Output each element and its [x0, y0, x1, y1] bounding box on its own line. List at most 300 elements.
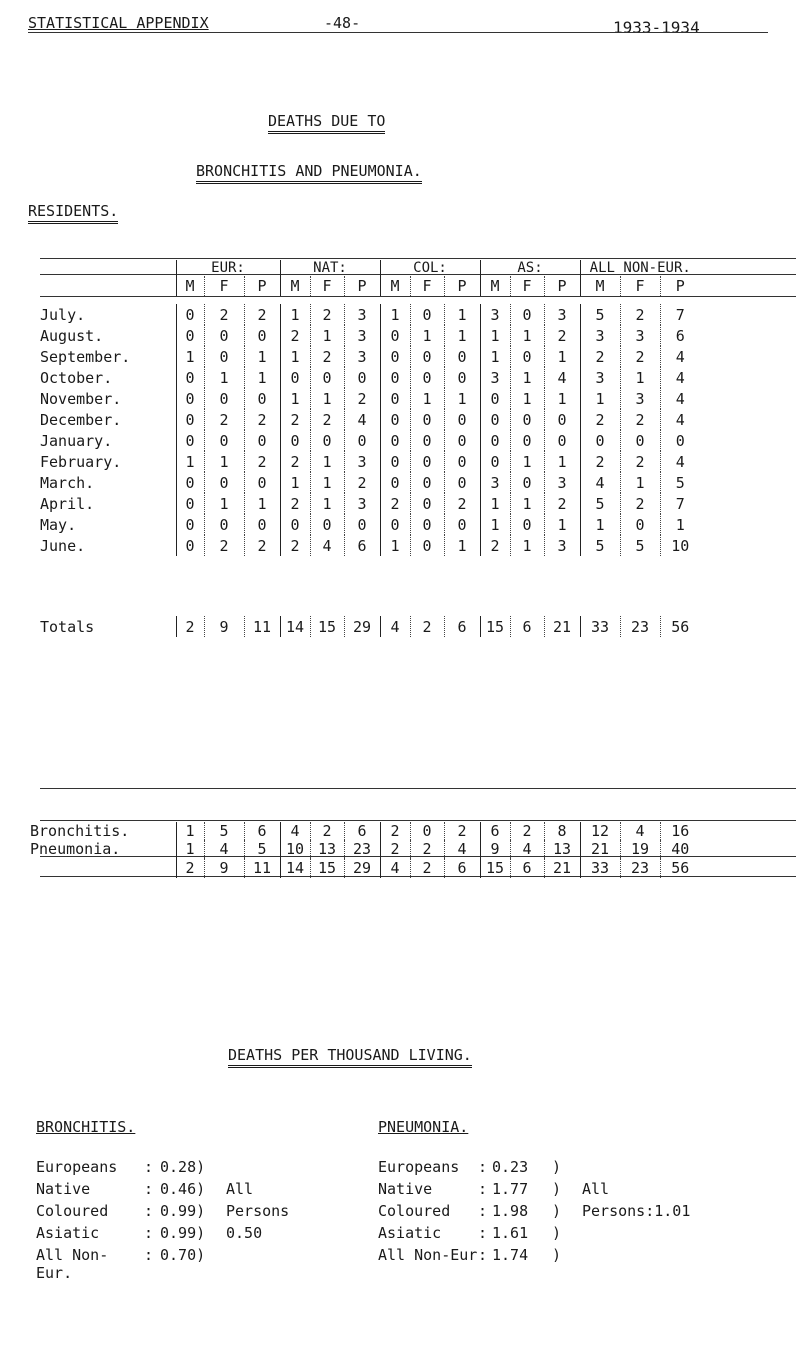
breakdown-value: 5 — [244, 840, 280, 858]
totals-value: 4 — [380, 616, 410, 637]
month-value: 0 — [410, 409, 444, 430]
subcol-header: M — [480, 276, 510, 296]
header-rule — [28, 32, 768, 33]
month-value: 0 — [280, 430, 310, 451]
month-value: 1 — [380, 304, 410, 325]
month-value: 2 — [310, 346, 344, 367]
month-value: 1 — [480, 325, 510, 346]
month-value: 1 — [510, 535, 544, 556]
pneumonia-heading: PNEUMONIA. — [378, 1118, 469, 1136]
month-value: 1 — [244, 367, 280, 388]
breakdown-value: 13 — [544, 840, 580, 858]
month-value: 2 — [620, 493, 660, 514]
month-value: 0 — [204, 388, 244, 409]
bronchitis-rate-row — [36, 1158, 289, 1180]
month-value: 0 — [204, 346, 244, 367]
month-value: 1 — [410, 325, 444, 346]
month-value: 2 — [444, 493, 480, 514]
month-value: 7 — [660, 304, 700, 325]
rate-value: 0.99) — [160, 1224, 206, 1242]
month-value: 0 — [380, 325, 410, 346]
month-value: 0 — [410, 493, 444, 514]
breakdown-value: 40 — [660, 840, 700, 858]
month-value: 0 — [344, 430, 380, 451]
rate-bracket: ) — [552, 1158, 562, 1176]
month-value: 0 — [410, 346, 444, 367]
rate-sep: : — [144, 1180, 154, 1198]
subcol-header: F — [410, 276, 444, 296]
subcol-header: P — [544, 276, 580, 296]
month-value: 1 — [310, 493, 344, 514]
month-value: 0 — [444, 346, 480, 367]
group-header: EUR: — [176, 260, 280, 276]
bronchitis-rates — [36, 1158, 289, 1282]
rates-title: DEATHS PER THOUSAND LIVING. — [228, 1046, 472, 1068]
rate-extra: Persons — [226, 1202, 290, 1220]
month-value: 2 — [204, 535, 244, 556]
month-value: 3 — [480, 304, 510, 325]
breakdown-value: 2 — [510, 822, 544, 840]
breakdown-value: 21 — [580, 840, 620, 858]
month-value: 3 — [344, 451, 380, 472]
breakdown-table — [8, 822, 700, 878]
bronchitis-rate-row — [36, 1180, 289, 1202]
subcol-header: M — [280, 276, 310, 296]
corner-cell — [8, 276, 176, 296]
totals-label: Totals — [40, 617, 95, 636]
month-value: 0 — [244, 388, 280, 409]
month-value: 0 — [544, 430, 580, 451]
breakdown-value: 6 — [244, 822, 280, 840]
breakdown-value: 14 — [280, 858, 310, 878]
month-value: 0 — [410, 367, 444, 388]
rate-extra — [218, 1246, 289, 1282]
month-value: 1 — [380, 535, 410, 556]
month-value: 5 — [660, 472, 700, 493]
month-value: 5 — [620, 535, 660, 556]
month-value: 3 — [620, 388, 660, 409]
month-value: 3 — [480, 472, 510, 493]
month-label: October. — [40, 368, 113, 387]
rate-value: 0.28) — [160, 1158, 206, 1176]
month-value: 3 — [480, 367, 510, 388]
month-value: 0 — [204, 325, 244, 346]
month-value: 0 — [380, 409, 410, 430]
month-value: 0 — [444, 367, 480, 388]
totals-value: 23 — [620, 616, 660, 637]
breakdown-value: 2 — [410, 840, 444, 858]
month-value: 0 — [176, 367, 204, 388]
month-value: 2 — [204, 409, 244, 430]
month-value: 2 — [344, 388, 380, 409]
month-value: 0 — [380, 388, 410, 409]
month-value: 3 — [344, 346, 380, 367]
month-value: 0 — [380, 346, 410, 367]
month-value: 2 — [344, 472, 380, 493]
month-row — [8, 325, 700, 346]
rate-sep: : — [144, 1246, 154, 1264]
subcol-header: F — [620, 276, 660, 296]
breakdown-value: 6 — [444, 858, 480, 878]
subcol-header: P — [444, 276, 480, 296]
month-value: 0 — [380, 472, 410, 493]
month-value: 3 — [344, 304, 380, 325]
month-value: 0 — [410, 451, 444, 472]
month-value: 1 — [480, 514, 510, 535]
month-value: 0 — [544, 409, 580, 430]
month-value: 1 — [444, 388, 480, 409]
month-value: 2 — [544, 325, 580, 346]
pneumonia-rate-row — [378, 1158, 690, 1180]
month-value: 0 — [176, 514, 204, 535]
month-value: 2 — [580, 409, 620, 430]
rate-extra — [582, 1246, 690, 1268]
month-label: March. — [40, 473, 95, 492]
month-value: 1 — [620, 472, 660, 493]
totals-value: 9 — [204, 616, 244, 637]
group-header: ALL NON-EUR. — [580, 260, 700, 276]
rate-sep: : — [144, 1224, 154, 1242]
month-value: 1 — [620, 367, 660, 388]
rate-extra: All — [582, 1180, 610, 1198]
rate-extra — [218, 1158, 289, 1180]
month-value: 3 — [344, 325, 380, 346]
month-label: April. — [40, 494, 95, 513]
month-value: 1 — [244, 493, 280, 514]
breakdown-value: 21 — [544, 858, 580, 878]
month-value: 1 — [204, 493, 244, 514]
month-label: July. — [40, 305, 86, 324]
month-value: 6 — [344, 535, 380, 556]
month-value: 0 — [310, 367, 344, 388]
month-value: 0 — [176, 388, 204, 409]
breakdown-value: 23 — [344, 840, 380, 858]
rate-sep: : — [478, 1224, 488, 1242]
breakdown-value: 29 — [344, 858, 380, 878]
month-label: February. — [40, 452, 122, 471]
rate-value: 0.23 — [492, 1158, 529, 1176]
page-number: -48- — [324, 14, 361, 32]
month-value: 0 — [176, 325, 204, 346]
month-value: 1 — [280, 346, 310, 367]
month-value: 0 — [310, 430, 344, 451]
breakdown-value: 23 — [620, 858, 660, 878]
rate-extra: All — [226, 1180, 254, 1198]
month-value: 0 — [176, 472, 204, 493]
month-row — [8, 367, 700, 388]
years: 1933-1934 — [613, 18, 700, 37]
breakdown-value: 56 — [660, 858, 700, 878]
month-value: 3 — [544, 472, 580, 493]
monthly-grid — [8, 260, 700, 637]
breakdown-value: 13 — [310, 840, 344, 858]
pneumonia-rate-row — [378, 1224, 690, 1246]
group-header: AS: — [480, 260, 580, 276]
group-header: COL: — [380, 260, 480, 276]
totals-value: 6 — [444, 616, 480, 637]
month-value: 2 — [280, 451, 310, 472]
month-value: 4 — [660, 409, 700, 430]
rate-value: 1.77 — [492, 1180, 529, 1198]
breakdown-value: 12 — [580, 822, 620, 840]
month-row — [8, 493, 700, 514]
month-value: 0 — [510, 409, 544, 430]
month-row — [8, 430, 700, 451]
bronchitis-rate-row — [36, 1202, 289, 1224]
breakdown-value: 5 — [204, 822, 244, 840]
breakdown-value: 2 — [310, 822, 344, 840]
rate-label: Coloured — [378, 1202, 451, 1220]
month-value: 1 — [176, 451, 204, 472]
month-value: 0 — [444, 451, 480, 472]
breakdown-label — [8, 858, 176, 878]
month-value: 1 — [510, 367, 544, 388]
title-line-1: DEATHS DUE TO — [268, 112, 385, 134]
month-row — [8, 472, 700, 493]
month-row — [8, 409, 700, 430]
month-value: 0 — [380, 514, 410, 535]
group-header: NAT: — [280, 260, 380, 276]
month-value: 0 — [580, 430, 620, 451]
month-value: 5 — [580, 493, 620, 514]
month-label: June. — [40, 536, 86, 555]
month-value: 0 — [176, 304, 204, 325]
month-value: 1 — [204, 451, 244, 472]
subcol-header: M — [380, 276, 410, 296]
breakdown-value: 19 — [620, 840, 660, 858]
rate-bracket: ) — [552, 1180, 562, 1198]
rate-sep: : — [144, 1158, 154, 1176]
breakdown-value: 15 — [480, 858, 510, 878]
month-value: 0 — [444, 430, 480, 451]
breakdown-value: 6 — [344, 822, 380, 840]
month-value: 2 — [620, 451, 660, 472]
month-value: 4 — [660, 451, 700, 472]
subcol-header: P — [660, 276, 700, 296]
month-value: 4 — [660, 346, 700, 367]
breakdown-value: 4 — [204, 840, 244, 858]
breakdown-value: 1 — [176, 840, 204, 858]
breakdown-grid — [8, 822, 700, 878]
breakdown-value: 10 — [280, 840, 310, 858]
month-value: 0 — [344, 514, 380, 535]
rate-bracket: ) — [552, 1202, 562, 1220]
month-value: 2 — [244, 451, 280, 472]
breakdown-value: 33 — [580, 858, 620, 878]
spacer — [8, 296, 700, 304]
month-value: 2 — [380, 493, 410, 514]
month-value: 0 — [510, 514, 544, 535]
month-value: 0 — [176, 409, 204, 430]
month-label: December. — [40, 410, 122, 429]
month-value: 4 — [310, 535, 344, 556]
month-value: 2 — [280, 409, 310, 430]
month-value: 0 — [244, 325, 280, 346]
rate-value: 0.99) — [160, 1202, 206, 1220]
month-value: 0 — [410, 535, 444, 556]
month-value: 1 — [660, 514, 700, 535]
breakdown-value: 4 — [280, 822, 310, 840]
month-value: 1 — [444, 325, 480, 346]
subcol-header: M — [176, 276, 204, 296]
month-value: 6 — [660, 325, 700, 346]
title-line-2: BRONCHITIS AND PNEUMONIA. — [196, 162, 422, 184]
breakdown-value: 4 — [510, 840, 544, 858]
month-row — [8, 535, 700, 556]
subcol-header: F — [510, 276, 544, 296]
month-value: 1 — [444, 304, 480, 325]
rate-extra — [582, 1224, 690, 1246]
totals-value: 6 — [510, 616, 544, 637]
month-value: 4 — [660, 388, 700, 409]
month-value: 2 — [280, 535, 310, 556]
rate-extra: Persons:1.01 — [582, 1202, 691, 1220]
month-value: 0 — [280, 514, 310, 535]
month-value: 0 — [344, 367, 380, 388]
rate-label: All Non-Eur. — [36, 1246, 109, 1282]
month-value: 1 — [510, 388, 544, 409]
month-value: 0 — [620, 430, 660, 451]
rate-label: Europeans — [36, 1158, 118, 1176]
subcol-header: F — [204, 276, 244, 296]
breakdown-value: 16 — [660, 822, 700, 840]
month-value: 2 — [204, 304, 244, 325]
month-value: 0 — [176, 535, 204, 556]
month-value: 3 — [580, 367, 620, 388]
month-value: 0 — [480, 388, 510, 409]
month-value: 2 — [580, 346, 620, 367]
month-value: 3 — [344, 493, 380, 514]
month-value: 0 — [204, 430, 244, 451]
totals-row — [8, 616, 700, 637]
month-value: 1 — [580, 514, 620, 535]
month-value: 0 — [310, 514, 344, 535]
section-residents: RESIDENTS. — [28, 202, 118, 224]
breakdown-value: 6 — [480, 822, 510, 840]
month-value: 1 — [510, 493, 544, 514]
month-value: 2 — [310, 409, 344, 430]
month-value: 10 — [660, 535, 700, 556]
month-value: 3 — [620, 325, 660, 346]
corner-cell — [8, 260, 176, 276]
subcol-header: M — [580, 276, 620, 296]
pneumonia-rate-row — [378, 1202, 690, 1224]
totals-value: 2 — [410, 616, 444, 637]
month-value: 1 — [280, 388, 310, 409]
rate-value: 1.61 — [492, 1224, 529, 1242]
month-value: 0 — [510, 430, 544, 451]
month-value: 3 — [544, 535, 580, 556]
month-value: 2 — [280, 325, 310, 346]
month-value: 1 — [510, 325, 544, 346]
month-value: 1 — [280, 304, 310, 325]
rate-label: Coloured — [36, 1202, 109, 1220]
month-value: 1 — [310, 388, 344, 409]
month-value: 2 — [310, 304, 344, 325]
month-value: 0 — [204, 514, 244, 535]
breakdown-value: 9 — [480, 840, 510, 858]
month-value: 1 — [410, 388, 444, 409]
bronchitis-rate-row — [36, 1224, 289, 1246]
month-value: 1 — [580, 388, 620, 409]
month-value: 2 — [480, 535, 510, 556]
breakdown-value: 1 — [176, 822, 204, 840]
totals-value: 14 — [280, 616, 310, 637]
month-value: 2 — [620, 409, 660, 430]
month-value: 0 — [380, 430, 410, 451]
breakdown-row — [8, 840, 700, 858]
rate-label: Europeans — [378, 1158, 460, 1176]
rate-bracket: ) — [552, 1246, 562, 1264]
month-value: 1 — [544, 388, 580, 409]
month-value: 0 — [244, 514, 280, 535]
rate-value: 0.70) — [160, 1246, 206, 1264]
breakdown-value: 2 — [176, 858, 204, 878]
month-value: 0 — [510, 472, 544, 493]
month-row — [8, 451, 700, 472]
month-value: 2 — [244, 535, 280, 556]
breakdown-value: 2 — [410, 858, 444, 878]
pneumonia-rates — [378, 1158, 690, 1268]
month-value: 1 — [444, 535, 480, 556]
month-value: 2 — [620, 346, 660, 367]
rate-extra — [582, 1158, 690, 1180]
month-value: 0 — [444, 409, 480, 430]
rate-sep: : — [478, 1202, 488, 1220]
month-value: 0 — [444, 472, 480, 493]
month-row — [8, 304, 700, 325]
totals-value: 33 — [580, 616, 620, 637]
totals-value: 21 — [544, 616, 580, 637]
breakdown-value: 2 — [380, 840, 410, 858]
rate-label: All Non-Eur — [378, 1246, 478, 1264]
month-value: 1 — [280, 472, 310, 493]
month-value: 0 — [480, 430, 510, 451]
pneumonia-rate-row — [378, 1246, 690, 1268]
month-value: 0 — [444, 514, 480, 535]
breakdown-value: 6 — [510, 858, 544, 878]
month-value: 4 — [580, 472, 620, 493]
month-value: 1 — [480, 493, 510, 514]
month-value: 0 — [410, 472, 444, 493]
month-value: 0 — [660, 430, 700, 451]
breakdown-value: 0 — [410, 822, 444, 840]
month-value: 0 — [176, 430, 204, 451]
month-value: 2 — [580, 451, 620, 472]
rate-value: 0.46) — [160, 1180, 206, 1198]
rate-sep: : — [478, 1158, 488, 1176]
month-value: 1 — [204, 367, 244, 388]
rate-bracket: ) — [552, 1224, 562, 1242]
totals-value: 56 — [660, 616, 700, 637]
month-value: 0 — [510, 304, 544, 325]
month-value: 1 — [510, 451, 544, 472]
subcol-header: F — [310, 276, 344, 296]
spacer — [8, 556, 700, 616]
month-value: 0 — [620, 514, 660, 535]
month-value: 0 — [380, 451, 410, 472]
month-value: 1 — [544, 451, 580, 472]
totals-value: 2 — [176, 616, 204, 637]
month-label: August. — [40, 326, 104, 345]
month-value: 0 — [410, 304, 444, 325]
month-value: 0 — [280, 367, 310, 388]
month-value: 2 — [280, 493, 310, 514]
month-value: 5 — [580, 535, 620, 556]
month-value: 0 — [204, 472, 244, 493]
month-value: 3 — [580, 325, 620, 346]
month-value: 4 — [660, 367, 700, 388]
